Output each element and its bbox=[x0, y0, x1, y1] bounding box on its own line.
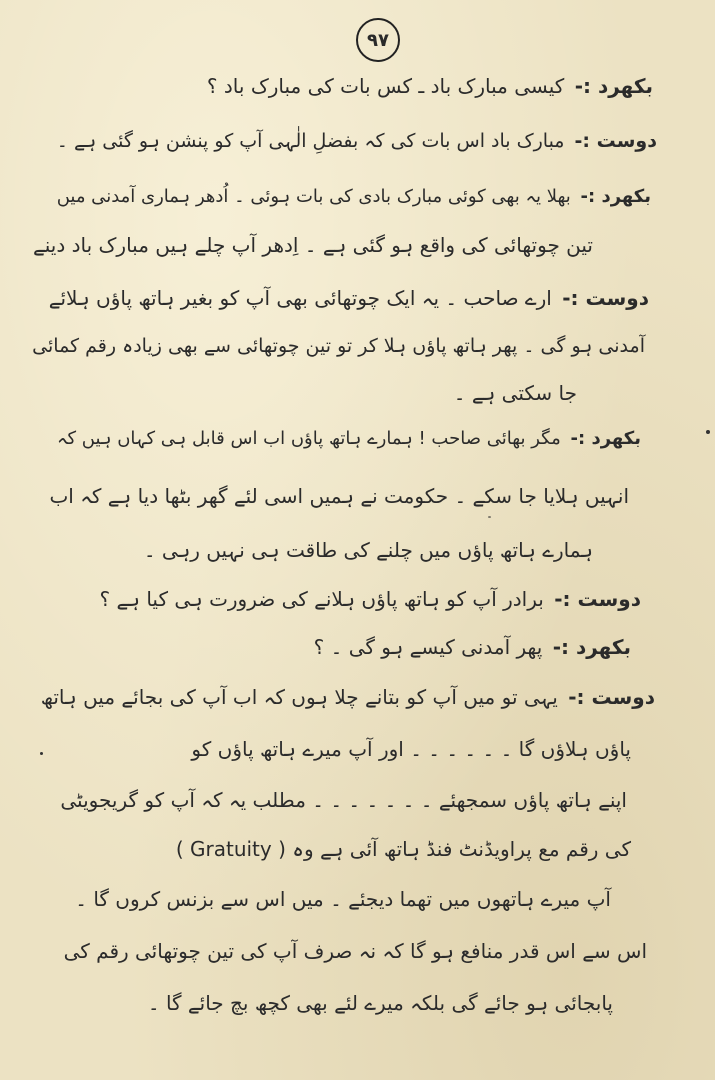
line-text: پاؤں ہلاؤں گا ۔ ۔ ۔ ۔ ۔ ۔ اور آپ میرے ہاتھ پاؤں کو bbox=[191, 737, 631, 761]
paper-speck bbox=[488, 516, 491, 518]
line-text: پابجائی ہو جائے گی بلکہ میرے لئے بھی کچھ بچ جائے گا ۔ bbox=[147, 991, 613, 1015]
speaker-label: دوست :- bbox=[562, 286, 649, 310]
line-text: ( Gratuity ) کی رقم مع پراویڈنٹ فنڈ ہاتھ آئی ہے وہ bbox=[175, 837, 631, 861]
line-text: جا سکتی ہے ۔ bbox=[453, 381, 577, 405]
dialogue-line bbox=[57, 184, 651, 210]
line-text: اپنے ہاتھ پاؤں سمجھئے ۔ ۔ ۔ ۔ ۔ ۔ ۔ مطلب یہ کہ آپ کو گریجویٹی bbox=[60, 788, 627, 812]
dialogue-line bbox=[33, 232, 597, 258]
line-text: پھر آمدنی کیسے ہو گی ۔ ؟ bbox=[313, 635, 543, 659]
line-text: برادر آپ کو ہاتھ پاؤں ہلانے کی ضرورت ہی کیا ہے ؟ bbox=[99, 587, 544, 611]
line-text: بھلا یہ بھی کوئی مبارک بادی کی بات ہوئی ۔ اُدھر ہماری آمدنی میں bbox=[56, 186, 571, 207]
line-text: انہیں ہلایا جا سکے ۔ حکومت نے ہمیں اسی لئے گھر بٹھا دیا ہے کہ اب bbox=[49, 484, 629, 508]
line-text: کیسی مبارک باد ـ کس بات کی مبارک باد ؟ bbox=[206, 74, 565, 98]
dialogue-line bbox=[454, 380, 581, 406]
dialogue-line bbox=[314, 634, 631, 660]
dialogue-line bbox=[191, 736, 635, 762]
dialogue-line bbox=[57, 128, 657, 154]
dialogue-line bbox=[207, 73, 653, 99]
dialogue-line bbox=[75, 886, 615, 912]
line-text: ارے صاحب ۔ یہ ایک چوتھائی بھی آپ کو بغیر ہاتھ پاؤں ہلائے bbox=[48, 286, 552, 310]
dialogue-line bbox=[100, 586, 641, 612]
speaker-label: بکھرد :- bbox=[574, 74, 653, 98]
speaker-label: بکھرد :- bbox=[580, 186, 651, 207]
line-text: مبارک باد اس بات کی کہ بفضلِ الٰہی آپ کو پنشن ہو گئی ہے ۔ bbox=[56, 130, 565, 152]
dialogue-line bbox=[148, 990, 617, 1016]
speaker-label: دوست :- bbox=[574, 130, 657, 152]
speaker-label: بکھرد :- bbox=[570, 428, 641, 449]
dialogue-line bbox=[172, 836, 631, 862]
speaker-label: بکھرد :- bbox=[552, 635, 631, 659]
paper-speck bbox=[706, 430, 710, 434]
dialogue-line bbox=[64, 938, 651, 964]
line-text: یہی تو میں آپ کو بتانے چلا ہوں کہ اب آپ کی بجائے میں ہاتھ bbox=[40, 685, 558, 709]
page-number: ۹۷ bbox=[356, 18, 400, 62]
paper-speck bbox=[40, 752, 43, 755]
line-text: مگر بھائی صاحب ! ہمارے ہاتھ پاؤں اب اس قابل ہی کہاں ہیں کہ bbox=[56, 428, 561, 449]
line-text: ہمارے ہاتھ پاؤں میں چلنے کی طاقت ہی نہیں رہی ۔ bbox=[143, 538, 593, 562]
dialogue-line bbox=[32, 333, 649, 359]
dialogue-line bbox=[60, 787, 631, 813]
speaker-label: دوست :- bbox=[568, 685, 655, 709]
dialogue-line bbox=[41, 684, 655, 710]
dialogue-line bbox=[49, 285, 649, 311]
dialogue-line bbox=[49, 483, 633, 509]
dialogue-line bbox=[144, 537, 597, 563]
line-text: اس سے اس قدر منافع ہو گا کہ نہ صرف آپ کی تین چوتھائی رقم کی bbox=[63, 939, 647, 963]
line-text: آپ میرے ہاتھوں میں تھما دیجئے ۔ میں اس سے بزنس کروں گا ۔ bbox=[75, 887, 611, 911]
line-text: آمدنی ہو گی ۔ پھر ہاتھ پاؤں ہلا کر تو تین چوتھائی سے بھی زیادہ رقم کمائی bbox=[32, 335, 645, 357]
dialogue-line bbox=[57, 426, 641, 452]
speaker-label: دوست :- bbox=[554, 587, 641, 611]
line-text: تین چوتھائی کی واقع ہو گئی ہے ۔ اِدھر آپ چلے ہیں مبارک باد دینے bbox=[33, 233, 593, 257]
